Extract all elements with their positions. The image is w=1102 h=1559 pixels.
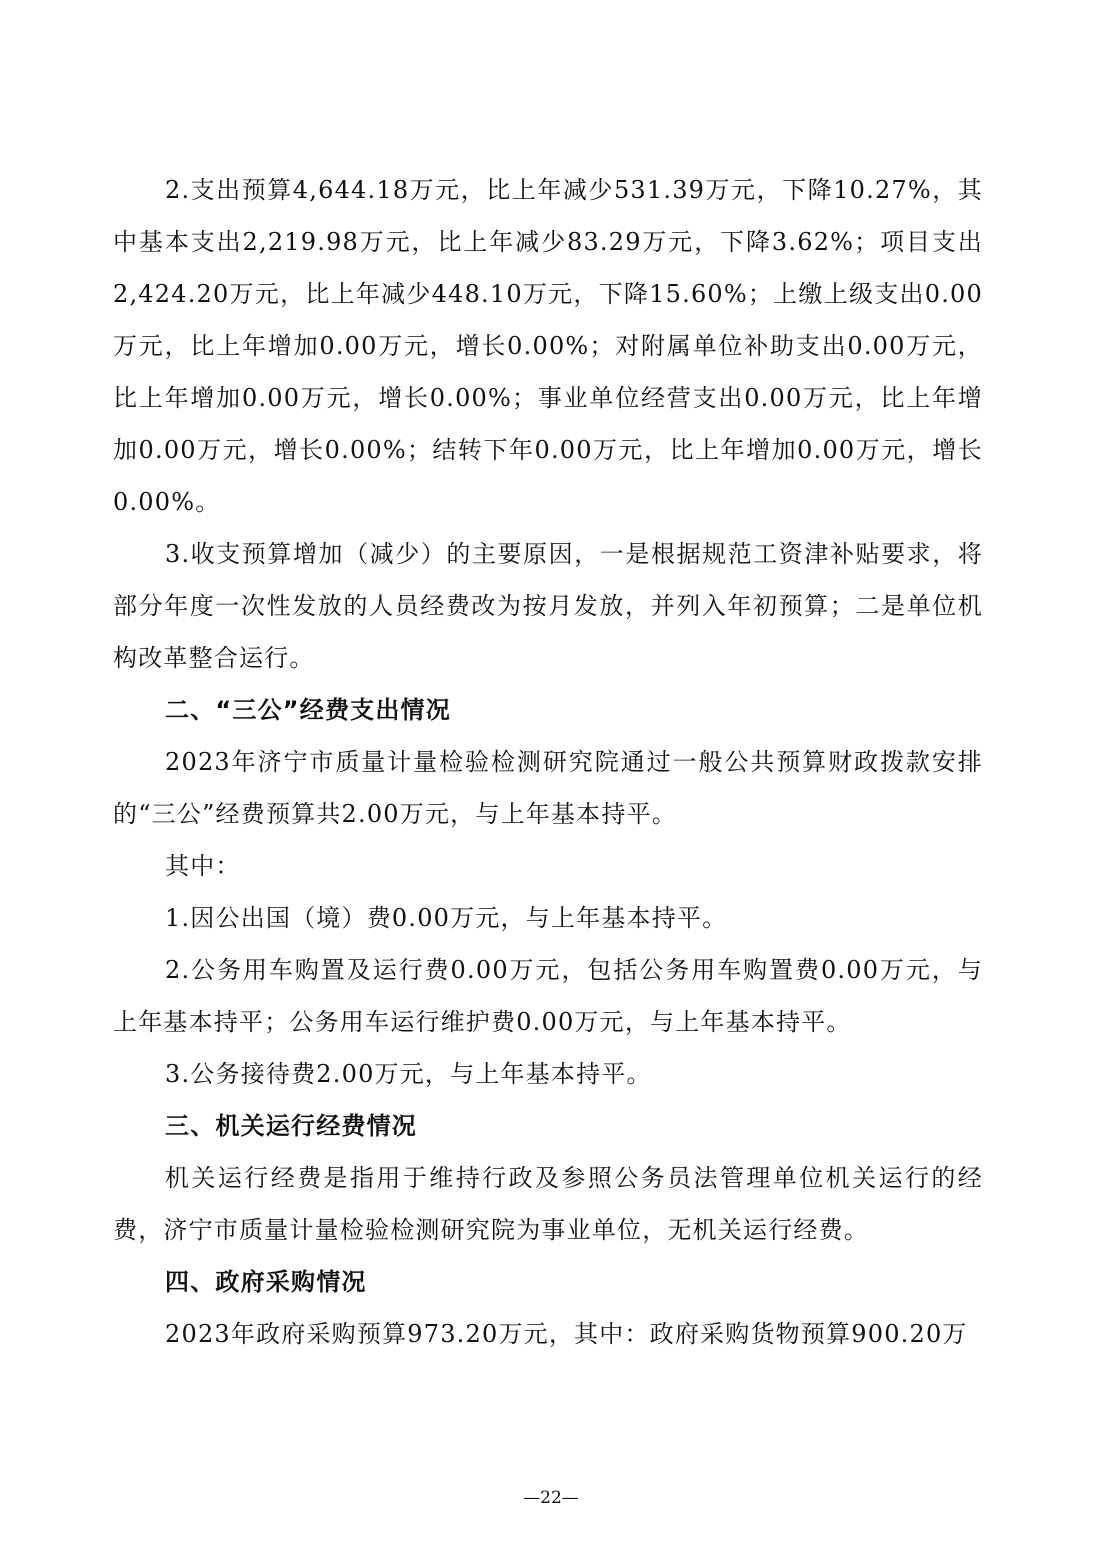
- paragraph-three-public-total: 2023年济宁市质量计量检验检测研究院通过一般公共预算财政拨款安排的“三公”经费预算共2.00万元，与上年基本持平。: [113, 748, 983, 828]
- paragraph-budget-change-reasons: 3.收支预算增加（减少）的主要原因，一是根据规范工资津补贴要求，将部分年度一次性发放的人员经费改为按月发放，并列入年初预算；二是单位机构改革整合运行。: [113, 540, 983, 672]
- section-heading-three-public-expenses: 二、“三公”经费支出情况: [165, 696, 451, 724]
- section-heading-government-procurement: 四、政府采购情况: [165, 1268, 367, 1296]
- document-body: [113, 164, 983, 1360]
- paragraph-expenditure-budget: 2.支出预算4,644.18万元，比上年减少531.39万元，下降10.27%，其中基本支出2,219.98万元，比上年减少83.29万元，下降3.62%；项目支出2,424.20万元，比上年减少448.10万元，下降15.60%；上缴上级支出0.00万元，比上年增加0.00万元，增长0.00%；对附属单位补助支出0.00万元，比上年增加0.00万元，增长0.00%；事业单位经营支出0.00万元，比上年增加0.00万元，增长0.00%；结转下年0.00万元，比上年增加0.00万元，增长0.00%。: [113, 176, 983, 516]
- page-number: —22—: [523, 1488, 579, 1508]
- paragraph-government-procurement: 2023年政府采购预算973.20万元，其中：政府采购货物预算900.20万: [165, 1320, 968, 1348]
- section-heading-operating-expenses: 三、机关运行经费情况: [165, 1112, 417, 1140]
- paragraph-official-vehicles: 2.公务用车购置及运行费0.00万元，包括公务用车购置费0.00万元，与上年基本持平；公务用车运行维护费0.00万元，与上年基本持平。: [113, 956, 983, 1036]
- paragraph-among-which: 其中：: [165, 852, 241, 880]
- paragraph-official-reception: 3.公务接待费2.00万元，与上年基本持平。: [165, 1060, 652, 1088]
- paragraph-operating-expenses: 机关运行经费是指用于维持行政及参照公务员法管理单位机关运行的经费，济宁市质量计量检验检测研究院为事业单位，无机关运行经费。: [113, 1164, 983, 1244]
- paragraph-overseas-travel: 1.因公出国（境）费0.00万元，与上年基本持平。: [165, 904, 728, 932]
